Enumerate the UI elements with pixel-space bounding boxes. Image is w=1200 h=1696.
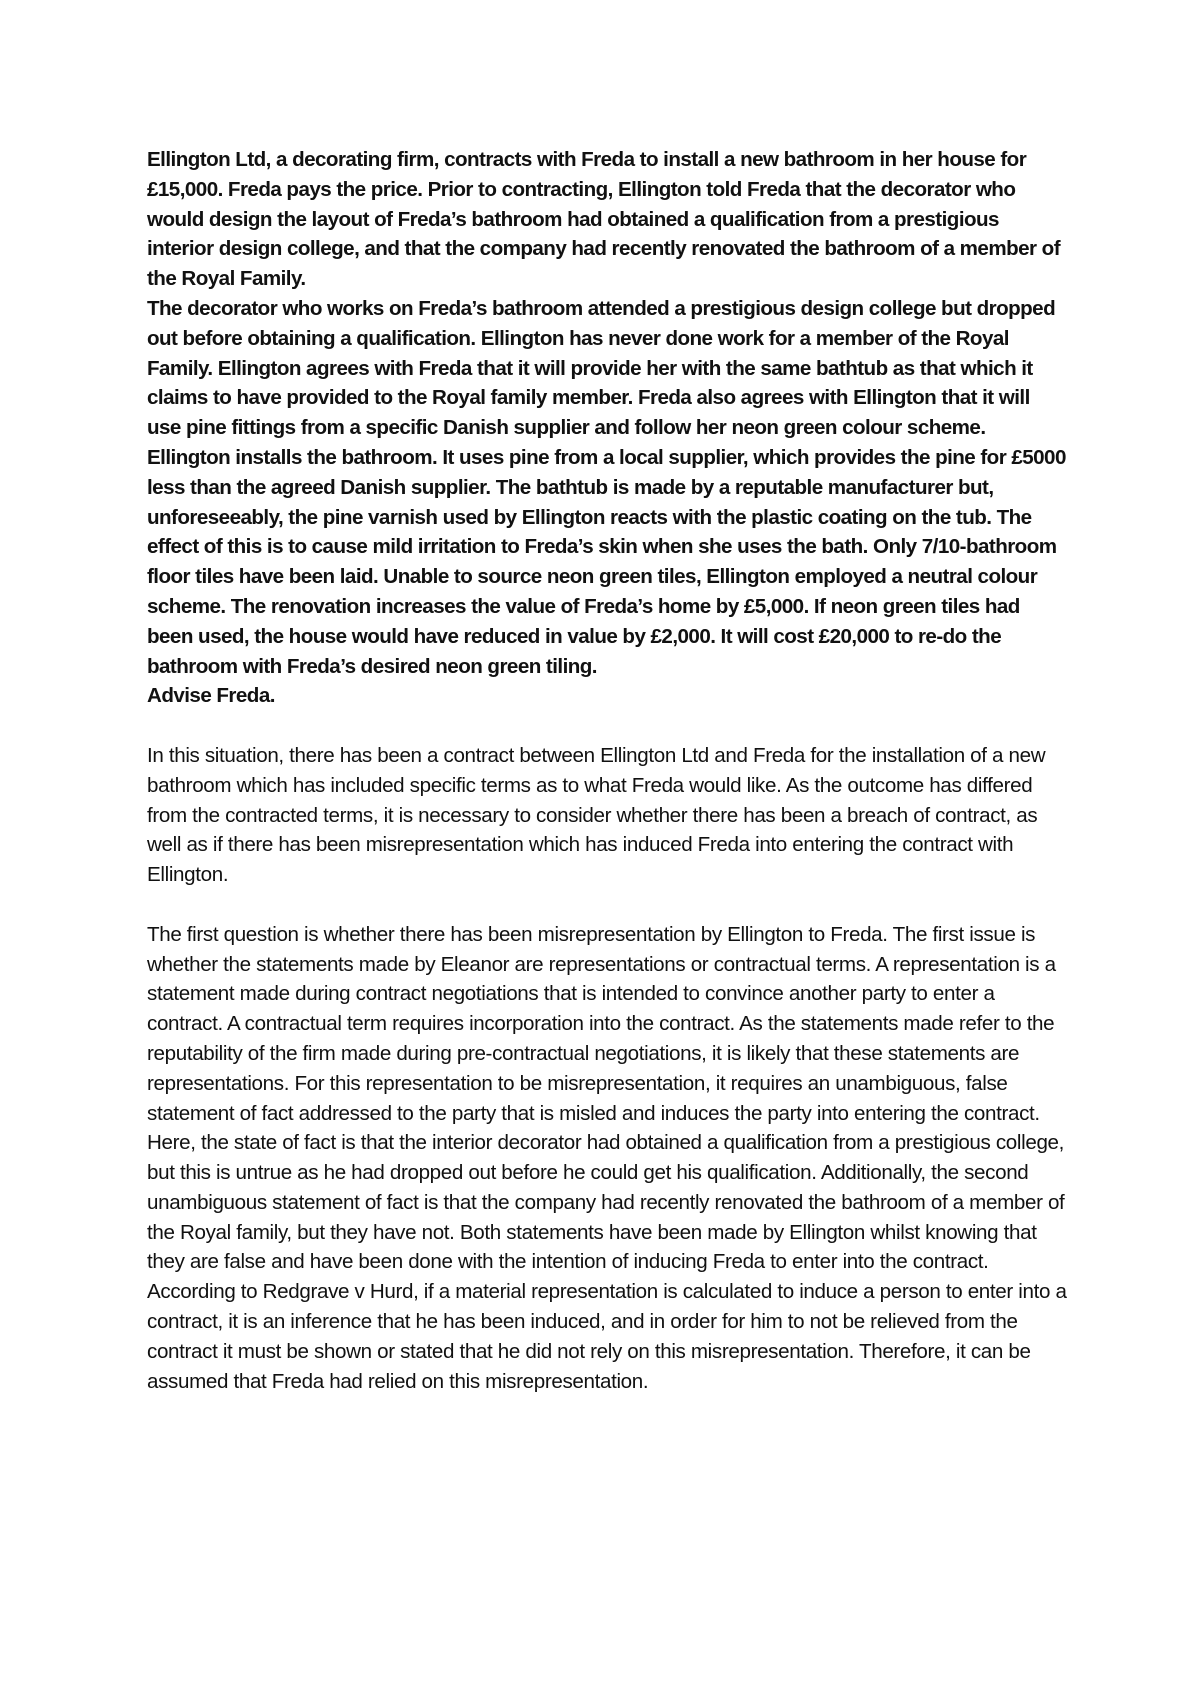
question-paragraph: Ellington installs the bathroom. It uses pine from a local supplier, which provides the pine for £5000 less than the agreed Danish supplier. The bathtub is made by a reputable manufacturer but, unforeseeably, the pine varnish used by Ellington reacts with the plastic coating on the tub. The effect of this is to cause mild irritation to Freda’s skin when she uses the bath. Only 7/10-bathroom floor tiles have been laid. Unable to source neon green tiles, Ellington employed a neutral colour scheme. The renovation increases the value of Freda’s home by £5,000. If neon green tiles had been used, the house would have reduced in value by £2,000. It will cost £20,000 to re-do the bathroom with Freda’s desired neon green tiling. [147,445,1066,678]
question-paragraph: The decorator who works on Freda’s bathroom attended a prestigious design college but dropped out before obtaining a qualification. Ellington has never done work for a member of the Royal Family. Ellington agrees with Freda that it will provide her with the same bathtub as that which it claims to have provided to the Royal family member. Freda also agrees with Ellington that it will use pine fittings from a specific Danish supplier and follow her neon green colour scheme. [147,296,1056,440]
answer-paragraph: The first question is whether there has been misrepresentation by Ellington to Freda. The first issue is whether the statements made by Eleanor are representations or contractual terms. A representation is a statement made during contract negotiations that is intended to convince another party to enter a contract. A contractual term requires incorporation into the contract. As the statements made refer to the reputability of the firm made during pre-contractual negotiations, it is likely that these statements are representations. For this representation to be misrepresentation, it requires an unambiguous, false statement of fact addressed to the party that is misled and induces the party into entering the contract. Here, the state of fact is that the interior decorator had obtained a qualification from a prestigious college, but this is untrue as he had dropped out before he could get his qualification. Additionally, the second unambiguous statement of fact is that the company had recently renovated the bathroom of a member of the Royal family, but they have not. Both statements have been made by Ellington whilst knowing that they are false and have been done with the intention of inducing Freda to enter into the contract. According to Redgrave v Hurd, if a material representation is calculated to induce a person to enter into a contract, it is an inference that he has been induced, and in order for him to not be relieved from the contract it must be shown or stated that he did not rely on this misrepresentation. Therefore, it can be assumed that Freda had relied on this misrepresentation. [147,922,1067,1393]
question-paragraph: Ellington Ltd, a decorating firm, contracts with Freda to install a new bathroom in her house for £15,000. Freda pays the price. Prior to contracting, Ellington told Freda that the decorator who would design the layout of Freda’s bathroom had obtained a qualification from a prestigious interior design college, and that the company had recently renovated the bathroom of a member of the Royal Family. [147,148,1060,291]
problem-question [147,145,1067,711]
answer-paragraph: In this situation, there has been a contract between Ellington Ltd and Freda for the installation of a new bathroom which has included specific terms as to what Freda would like. As the outcome has differed from the contracted terms, it is necessary to consider whether there has been a breach of contract, as well as if there has been misrepresentation which has induced Freda into entering the contract with Ellington. [147,743,1046,887]
document-page [147,145,1067,1426]
answer-body [147,741,1067,1397]
question-instruction: Advise Freda. [147,684,275,708]
